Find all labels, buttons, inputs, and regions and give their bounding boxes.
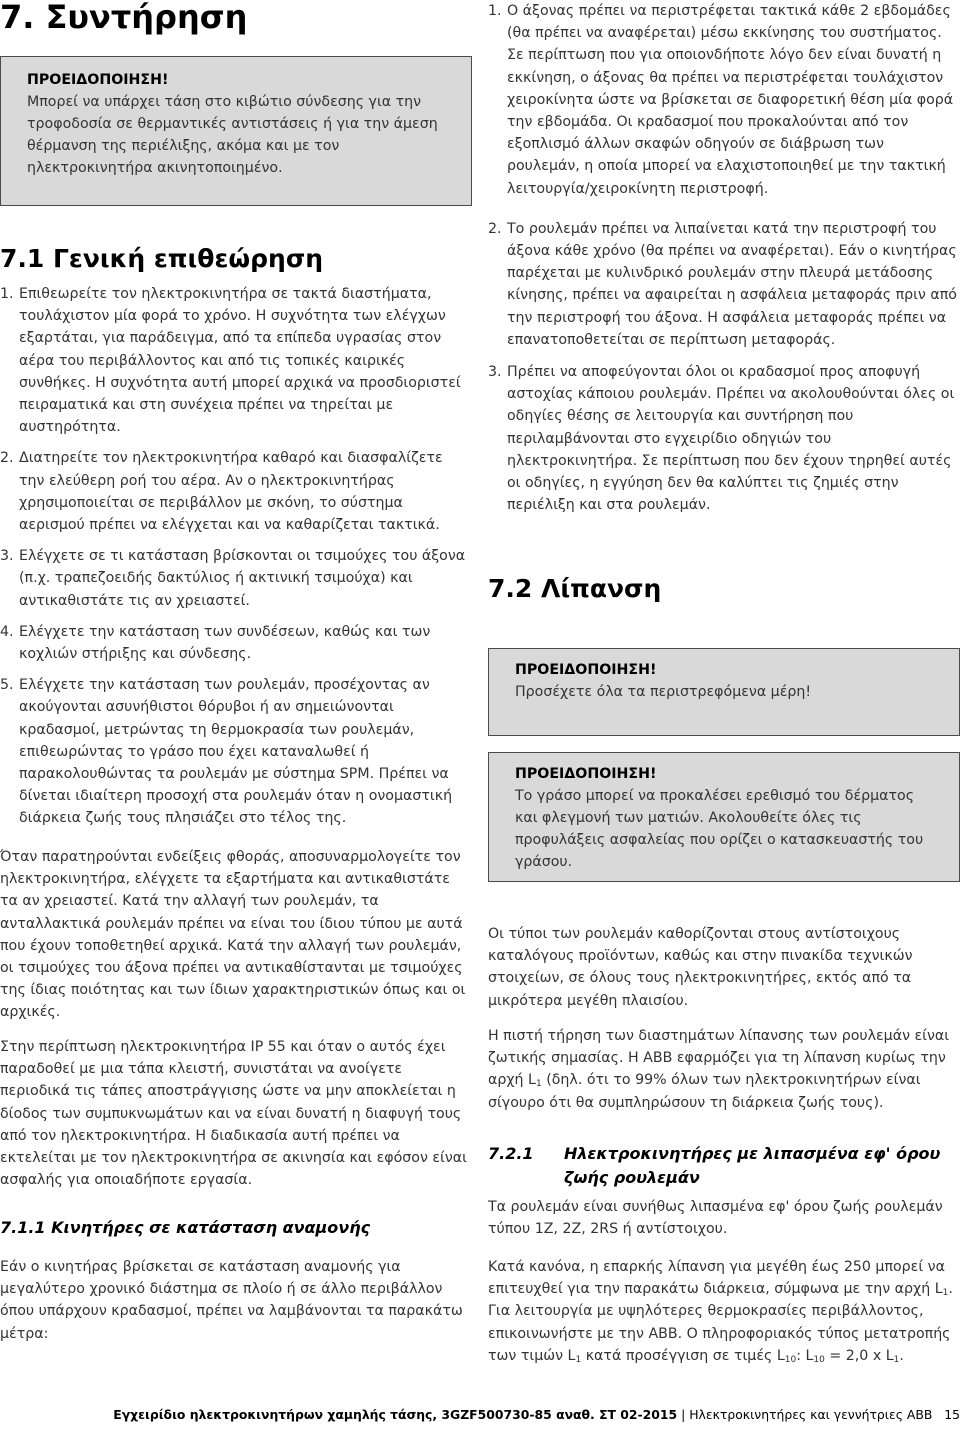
subscript: 10 xyxy=(784,1354,797,1365)
warning-text: Το γράσο μπορεί να προκαλέσει ερεθισμό του δέρματος και φλεγμονή των ματιών. Ακολουθείτε όλες τις προφυλάξεις ασφαλείας που ορίζει ο κατασκευαστής του γράσου. xyxy=(515,788,924,870)
list-item-number: 2. xyxy=(0,450,14,467)
text-run: Η πιστή τήρηση των διαστημάτων λίπανσης των ρουλεμάν είναι ζωτικής σημασίας. Η ABB εφαρμόζει για τη λίπανση κυρίως την αρχή L xyxy=(488,1028,950,1089)
list-item-text: Ελέγχετε σε τι κατάσταση βρίσκονται οι τσιμούχες του άξονα (π.χ. τραπεζοειδής δακτύλιος ή ακτινική τσιμούχα) και αντικαθιστάτε τις αν χρειαστεί. xyxy=(19,548,466,609)
section-heading-7-2-1 xyxy=(488,1142,960,1190)
warning-title: ΠΡΟΕΙΔΟΠΟΙΗΣΗ! xyxy=(27,72,169,88)
footer-section: Ηλεκτροκινητήρες και γεννήτριες ABB xyxy=(689,1407,933,1422)
list-item xyxy=(0,283,472,438)
paragraph-lubrication-duration xyxy=(488,1256,960,1367)
warning-title: ΠΡΟΕΙΔΟΠΟΙΗΣΗ! xyxy=(515,766,657,782)
list-item xyxy=(0,621,472,665)
subscript: 1 xyxy=(575,1354,582,1365)
footer-document-title: Εγχειρίδιο ηλεκτροκινητήρων χαμηλής τάσης, 3GZF500730-85 αναθ. ΣΤ 02-2015 xyxy=(113,1407,678,1422)
warning-text: Μπορεί να υπάρχει τάση στο κιβώτιο σύνδεσης για την τροφοδοσία σε θερμαντικές αντιστάσεις ή για την άμεση θέρμανση της περιέλιξης, ακόμα και με τον ηλεκτροκινητήρα ακινητοποιημένο. xyxy=(27,94,438,176)
list-item-number: 4. xyxy=(0,623,14,640)
list-item xyxy=(488,218,960,351)
list-item-number: 1. xyxy=(0,286,14,302)
warning-text: Προσέχετε όλα τα περιστρεφόμενα μέρη! xyxy=(515,684,812,700)
list-item-number: 2. xyxy=(488,220,502,237)
inspection-list xyxy=(0,283,472,830)
list-item xyxy=(0,545,472,612)
list-item xyxy=(0,447,472,536)
text-run: = 2,0 x L xyxy=(824,1347,894,1364)
text-run: . Για λειτουργία με υψηλότερες θερμοκρασίες περιβάλλοντος, επικοινωνήστε με την ABB. Ο πληροφοριακός τύπος μετατροπής των τιμών L xyxy=(488,1281,953,1364)
list-item-text: Ο άξονας πρέπει να περιστρέφεται τακτικά κάθε 2 εβδομάδες (θα πρέπει να αναφέρεται) μέσω εκκίνησης του συστήματος. Σε περίπτωση που για οποιονδήποτε λόγο δεν είναι δυνατή η εκκίνηση, ο άξονας θα πρέπει να περιστρέφεται τουλάχιστον χειροκίνητα ώστε να βρίσκεται σε διαφορετική θέση μία φορά την εβδομάδα. Οι κραδασμοί που προκαλούνται από τον εξοπλισμό άλλων σκαφών οδηγούν σε διάβρωση των ρουλεμάν, η οποία μπορεί να ελαχιστοποιηθεί με την τακτική λειτουργία/χειροκίνητη περιστροφή. xyxy=(507,3,954,197)
section-heading-7-1-1: 7.1.1 Κινητήρες σε κατάσταση αναμονής xyxy=(0,1218,371,1237)
paragraph-bearing-types: Οι τύποι των ρουλεμάν καθορίζονται στους αντίστοιχους καταλόγους προϊόντων, καθώς και στην πινακίδα τεχνικών στοιχείων, σε όλους τους ηλεκτροκινητήρες, εκτός από τα μικρότερα μεγέθη πλαισίου. xyxy=(488,926,913,1009)
subscript: 1 xyxy=(942,1288,949,1299)
warning-box-grease xyxy=(488,752,960,882)
list-item-number: 1. xyxy=(488,3,502,19)
section-heading-7-1: 7.1 Γενική επιθεώρηση xyxy=(0,244,324,273)
warning-box-voltage xyxy=(0,56,472,206)
list-item-text: Διατηρείτε τον ηλεκτροκινητήρα καθαρό και διασφαλίζετε την ελεύθερη ροή του αέρα. Αν ο ηλεκτροκινητήρας χρησιμοποιείται σε περιβάλλον με σκόνη, το σύστημα αερισμού πρέπει να ελέγχεται και να καθαρίζεται τακτικά. xyxy=(19,450,443,534)
list-item-text: Το ρουλεμάν πρέπει να λιπαίνεται κατά την περιστροφή του άξονα κάθε χρόνο (θα πρέπει να αναφέρεται). Εάν ο κινητήρας παρέχεται με κυλινδρικό ρουλεμάν στην πλευρά μετάδοσης κίνησης, πρέπει να αφαιρείται η ασφάλεια μεταφοράς πριν από την περιστροφή του άξονα. Η ασφάλεια μεταφοράς πρέπει να επανατοποθετείται σε περίπτωση μεταφοράς. xyxy=(507,220,957,348)
subscript: 1 xyxy=(535,1079,542,1090)
text-run: : L xyxy=(796,1347,814,1364)
paragraph-lubrication-intervals xyxy=(488,1025,960,1114)
section-heading-7-2: 7.2 Λίπανση xyxy=(488,574,662,603)
list-item-text: Ελέγχετε την κατάσταση των συνδέσεων, καθώς και των κοχλιών στήριξης και σύνδεσης. xyxy=(19,623,431,663)
paragraph-sealed-bearings: Τα ρουλεμάν είναι συνήθως λιπασμένα εφ' όρου ζωής ρουλεμάν τύπου 1Z, 2Z, 2RS ή αντίστοιχου. xyxy=(488,1199,943,1238)
warning-box-rotating-parts xyxy=(488,648,960,736)
list-item-text: Πρέπει να αποφεύγονται όλοι οι κραδασμοί προς αποφυγή αστοχίας κάποιου ρουλεμάν. Πρέπει να ακολουθούνται όλες οι οδηγίες θέσης σε λειτουργία και συντήρηση που περιλαμβάνονται στο εγχειρίδιο οδηγιών του ηλεκτροκινητήρα. Σε περίπτωση που δεν έχουν τηρηθεί αυτές οι οδηγίες, η εγγύηση δεν θα καλύπτει τις ζημιές στην περιέλιξη και στα ρουλεμάν. xyxy=(507,364,955,514)
list-item-text: Ελέγχετε την κατάσταση των ρουλεμάν, προσέχοντας αν ακούγονται ασυνήθιστοι θόρυβοι ή αν σημειώνονται κραδασμοί, μετρώντας τη θερμοκρασία των ρουλεμάν, επιθεωρώντας το γράσο που έχει καταναλωθεί ή παρακολουθώντας τα ρουλεμάν με σύστημα SPM. Πρέπει να δίνεται ιδιαίτερη προσοχή στα ρουλεμάν όταν η ονομαστική διάρκεια ζωής τους πλησιάζει στο τέλος της. xyxy=(19,677,453,827)
text-run: κατά προσέγγιση σε τιμές L xyxy=(581,1347,785,1364)
subscript: 10 xyxy=(813,1354,825,1365)
list-item-text: Επιθεωρείτε τον ηλεκτροκινητήρα σε τακτά διαστήματα, τουλάχιστον μία φορά το χρόνο. Η συχνότητα των ελέγχων εξαρτάται, για παράδειγμα, από τα επίπεδα υγρασίας στον αέρα του περιβάλλοντος και από τις τοπικές καιρικές συνθήκες. Η συχνότητα αυτή μπορεί αρχικά να προσδιοριστεί πειραματικά και στη συνέχεια πρέπει να τηρείται με αυστηρότητα. xyxy=(19,286,461,436)
standby-list xyxy=(488,0,960,516)
text-run: Κατά κανόνα, η επαρκής λίπανση για μεγέθη έως 250 μπορεί να επιτευχθεί για την παρακάτω διάρκεια, σύμφωνα με την αρχή L xyxy=(488,1259,945,1298)
section-title: Ηλεκτροκινητήρες με λιπασμένα εφ' όρου ζωής ρουλεμάν xyxy=(564,1144,941,1187)
list-item xyxy=(488,0,960,200)
text-run: (δηλ. ότι το 99% όλων των ηλεκτροκινητήρων είναι σίγουρο ότι θα συμπληρώσουν τη διάρκεια ζωής τους). xyxy=(488,1072,921,1111)
list-item-number: 5. xyxy=(0,677,14,694)
footer-separator: | xyxy=(677,1407,690,1422)
list-item-number: 3. xyxy=(0,548,14,565)
paragraph-standby: Εάν ο κινητήρας βρίσκεται σε κατάσταση αναμονής για μεγαλύτερο χρονικό διάστημα σε πλοίο ή σε άλλο περιβάλλον όπου υπάρχουν κραδασμοί, πρέπει να λαμβάνονται τα παρακάτω μέτρα: xyxy=(0,1259,463,1342)
list-item-number: 3. xyxy=(488,364,502,381)
warning-title: ΠΡΟΕΙΔΟΠΟΙΗΣΗ! xyxy=(515,662,657,678)
section-number: 7.2.1 xyxy=(488,1144,534,1163)
page-number: 15 xyxy=(944,1407,960,1422)
list-item xyxy=(0,674,472,829)
page-title: 7. Συντήρηση xyxy=(0,0,248,36)
paragraph-wear: Όταν παρατηρούνται ενδείξεις φθοράς, αποσυναρμολογείτε τον ηλεκτροκινητήρα, ελέγχετε τα εξαρτήματα και αντικαθιστάτε τα αν χρειαστεί. Κατά την αλλαγή των ρουλεμάν, τα ανταλλακτικά ρουλεμάν πρέπει να είναι του ίδιου τύπου με αυτά που έχουν τοποθετηθεί αρχικά. Κατά την αλλαγή των ρουλεμάν, οι τσιμούχες του άξονα πρέπει να αντικαθίστανται με τσιμούχες της ίδιας ποιότητας και των ίδιων χαρακτηριστικών όπως και οι αρχικές. xyxy=(0,849,466,1021)
text-run: . xyxy=(899,1347,904,1364)
paragraph-ip55: Στην περίπτωση ηλεκτροκινητήρα IP 55 και όταν ο αυτός έχει παραδοθεί με μια τάπα κλειστή, συνιστάται να ανοίγετε περιοδικά τις τάπες αποστράγγισης ώστε να μην αποκλείεται η δίοδος των συμπυκνωμάτων και να είναι δυνατή η διαφυγή τους από τον ηλεκτροκινητήρα. Η διαδικασία αυτή πρέπει να εκτελείται με τον ηλεκτροκινητήρα σε ακινησία και εφόσον είναι ασφαλής για οποιαδήποτε εργασία. xyxy=(0,1039,467,1189)
subscript: 1 xyxy=(893,1354,900,1365)
page-footer xyxy=(0,1407,960,1423)
list-item xyxy=(488,361,960,516)
